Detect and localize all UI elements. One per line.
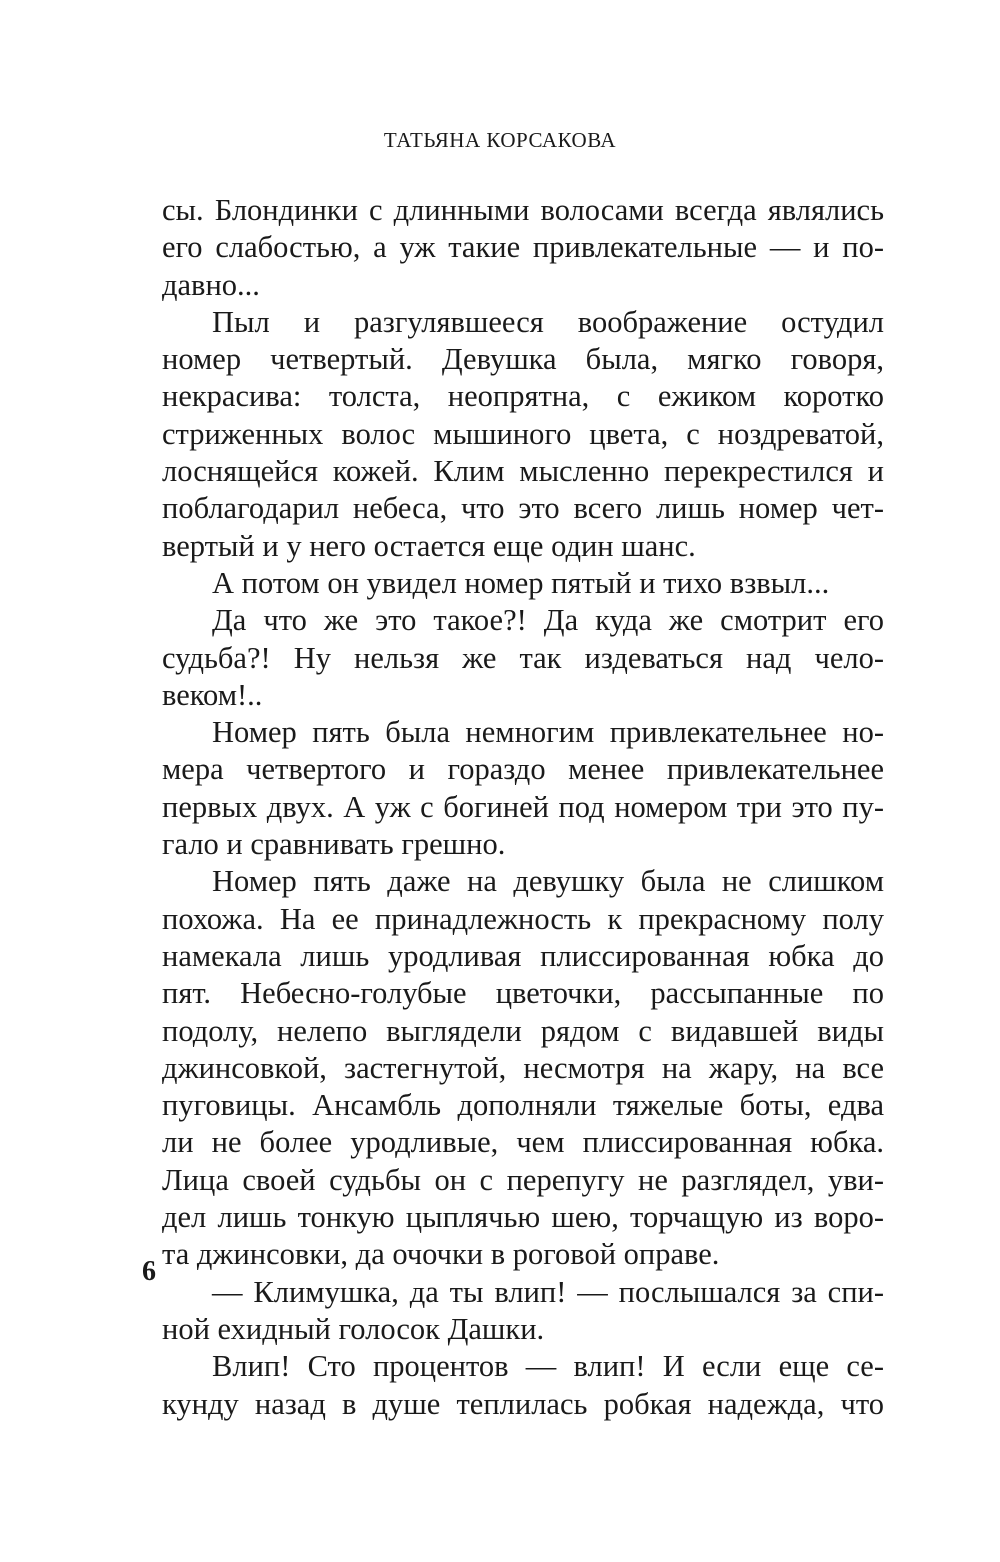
text-line: его слабостью, а уж такие привлекательные — и по- bbox=[162, 230, 884, 265]
text-line: судьба?! Ну нельзя же так издеваться над чело- bbox=[162, 640, 884, 675]
text-line: намекала лишь уродливая плиссированная юбка до bbox=[162, 938, 884, 973]
text-line: гало и сравнивать грешно. bbox=[162, 827, 506, 862]
text-line: веком!.. bbox=[162, 677, 263, 712]
text-line: мера четвертого и гораздо менее привлекательнее bbox=[162, 752, 884, 787]
text-line: Пыл и разгулявшееся воображение остудил bbox=[212, 304, 884, 339]
text-line: — Климушка, да ты влип! — послышался за спи- bbox=[212, 1274, 884, 1309]
text-line: дел лишь тонкую цыплячью шею, торчащую из воро- bbox=[162, 1200, 884, 1235]
text-line: подолу, нелепо выглядели рядом с видавшей виды bbox=[162, 1013, 884, 1048]
text-line: Влип! Сто процентов — влип! И если еще се- bbox=[212, 1349, 884, 1384]
text-line: пят. Небесно-голубые цветочки, рассыпанные по bbox=[162, 976, 884, 1011]
running-header: ТАТЬЯНА КОРСАКОВА bbox=[383, 128, 617, 152]
text-line: ли не более уродливые, чем плиссированная юбка. bbox=[162, 1125, 884, 1160]
text-line: кунду назад в душе теплилась робкая надежда, что bbox=[162, 1386, 884, 1421]
text-line: А потом он увидел номер пятый и тихо взвыл... bbox=[212, 565, 830, 600]
text-line: номер четвертый. Девушка была, мягко говоря, bbox=[162, 342, 884, 377]
text-line: джинсовкой, застегнутой, несмотря на жару, на все bbox=[162, 1050, 884, 1085]
text-line: стриженных волос мышиного цвета, с ноздреватой, bbox=[162, 416, 884, 451]
text-line: похожа. На ее принадлежность к прекрасному полу bbox=[162, 901, 884, 936]
text-line: вертый и у него остается еще один шанс. bbox=[162, 528, 696, 563]
text-line: некрасива: толста, неопрятна, с ежиком коротко bbox=[162, 379, 884, 414]
body-text bbox=[162, 192, 884, 1423]
text-line: та джинсовки, да очочки в роговой оправе. bbox=[162, 1237, 720, 1272]
text-line: ной ехидный голосок Дашки. bbox=[162, 1311, 545, 1346]
page-number: 6 bbox=[142, 1256, 156, 1287]
text-line: давно... bbox=[162, 267, 260, 302]
text-line: Лица своей судьбы он с перепугу не разглядел, уви- bbox=[162, 1162, 884, 1197]
text-line: пуговицы. Ансамбль дополняли тяжелые боты, едва bbox=[162, 1088, 884, 1123]
text-line: поблагодарил небеса, что это всего лишь номер чет- bbox=[162, 491, 884, 526]
text-line: первых двух. А уж с богиней под номером три это пу- bbox=[162, 789, 884, 824]
text-line: Номер пять была немногим привлекательнее но- bbox=[212, 715, 884, 750]
text-line: Номер пять даже на девушку была не слишком bbox=[212, 864, 884, 899]
text-line: Да что же это такое?! Да куда же смотрит его bbox=[212, 603, 884, 638]
text-line: лоснящейся кожей. Клим мысленно перекрестился и bbox=[162, 454, 884, 489]
text-line: сы. Блондинки с длинными волосами всегда являлись bbox=[162, 193, 884, 227]
